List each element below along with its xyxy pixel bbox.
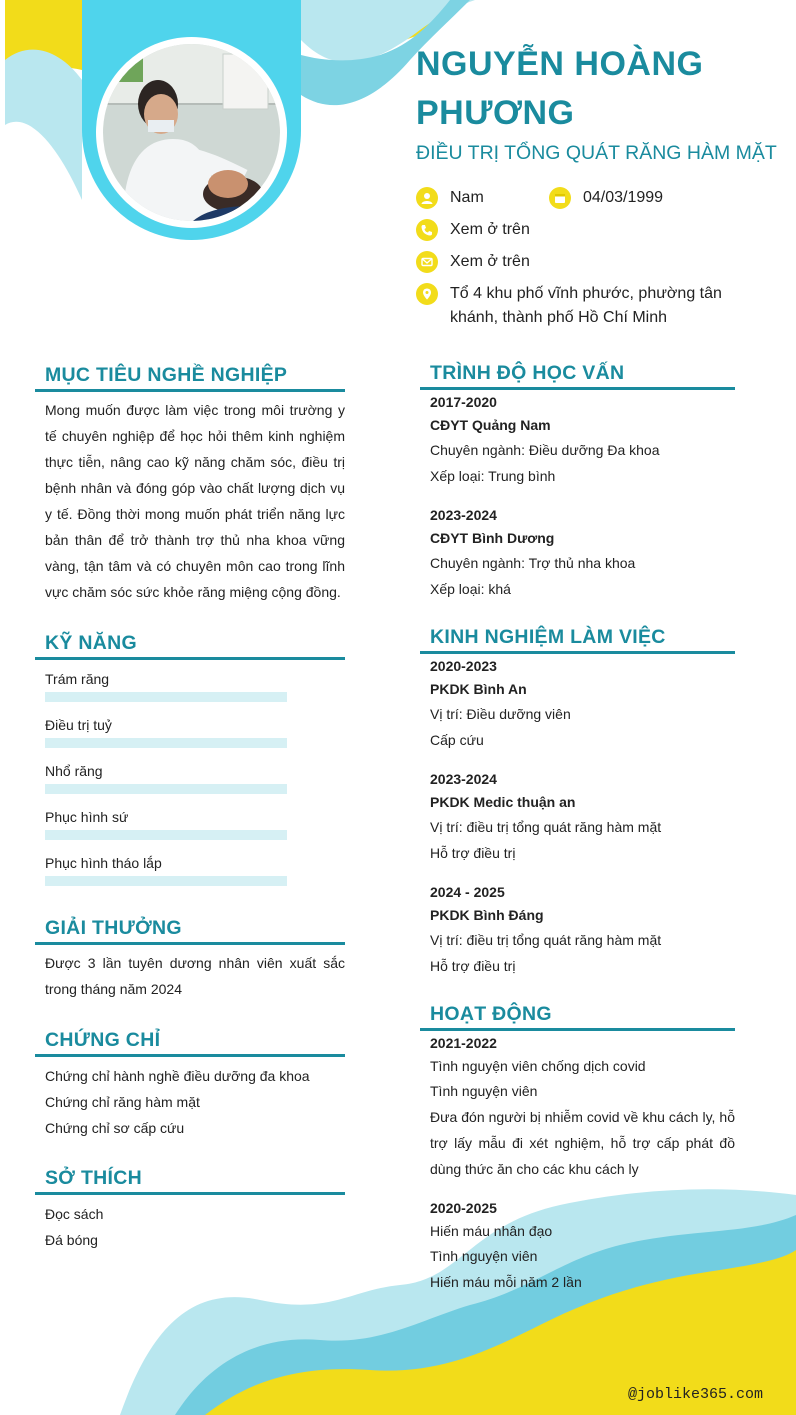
calendar-icon (549, 187, 571, 209)
experience-company: PKDK Medic thuận an (430, 794, 576, 810)
skill-bar (45, 692, 287, 702)
certificate-item: Chứng chỉ răng hàm mặt (45, 1094, 200, 1110)
profile-photo (96, 37, 287, 228)
skill-bar-fill (45, 830, 287, 840)
gender-value: Nam (450, 189, 484, 206)
skill-name: Phục hình sứ (45, 809, 129, 825)
education-divider (420, 387, 735, 390)
skill-bar (45, 738, 287, 748)
job-title: ĐIỀU TRỊ TỔNG QUÁT RĂNG HÀM MẶT (416, 142, 777, 164)
education-grade: Xếp loại: Trung bình (430, 468, 556, 484)
experience-position: Vị trí: điều trị tổng quát răng hàm mặt (430, 819, 662, 835)
candidate-name: NGUYỄN HOÀNG PHƯƠNG (416, 45, 704, 132)
skill-name: Điều trị tuỷ (45, 717, 112, 733)
hobbies-divider (35, 1192, 345, 1195)
experience-period: 2024 - 2025 (430, 884, 505, 900)
objective-divider (35, 389, 345, 392)
experience-position: Vị trí: Điều dưỡng viên (430, 706, 571, 722)
email-row (416, 250, 530, 274)
experience-title: KINH NGHIỆM LÀM VIỆC (430, 626, 666, 648)
skills-title: KỸ NĂNG (45, 632, 138, 654)
dentist-photo-illustration (103, 44, 280, 221)
skill-bar (45, 876, 287, 886)
objective-text: Mong muốn được làm việc trong môi trường y tế chuyên nghiệp để học hỏi thêm kinh nghiệm thực tiễn, nâng cao kỹ năng chăm sóc, điều trị bệnh nhân và đóng góp vào chất lượng dịch vụ y tế. Đồng thời mong muốn phát triển năng lực bản thân để trở thành trợ thủ nha khoa vững vàng, tận tâm và có chuyên môn cao trong lĩnh vực chăm sóc sức khỏe răng miệng cộng đồng. (45, 402, 345, 600)
experience-detail: Hỗ trợ điều trị (430, 845, 516, 861)
education-major: Chuyên ngành: Trợ thủ nha khoa (430, 555, 636, 571)
experience-detail: Cấp cứu (430, 732, 484, 748)
birthday-value: 04/03/1999 (583, 189, 664, 206)
skill-name: Phục hình tháo lắp (45, 855, 162, 871)
certificate-item: Chứng chỉ hành nghề điều dưỡng đa khoa (45, 1068, 310, 1084)
phone-value: Xem ở trên (450, 221, 530, 238)
activity-period: 2020-2025 (430, 1200, 497, 1216)
experience-period: 2020-2023 (430, 658, 497, 674)
education-period: 2023-2024 (430, 507, 497, 523)
skill-bar-fill (45, 784, 287, 794)
awards-divider (35, 942, 345, 945)
location-pin-icon (416, 283, 438, 305)
phone-icon (416, 219, 438, 241)
hobbies-title: SỞ THÍCH (45, 1167, 143, 1189)
experience-company: PKDK Bình Đáng (430, 907, 544, 923)
watermark: @joblike365.com (628, 1386, 764, 1403)
certificate-item: Chứng chỉ sơ cấp cứu (45, 1120, 185, 1136)
skill-bar (45, 830, 287, 840)
phone-row (416, 218, 530, 242)
activity-period: 2021-2022 (430, 1035, 497, 1051)
user-icon (416, 187, 438, 209)
certificates-title: CHỨNG CHỈ (45, 1029, 161, 1051)
gender-row (416, 186, 484, 210)
education-period: 2017-2020 (430, 394, 497, 410)
skills-divider (35, 657, 345, 660)
activity-detail: Hiến máu mỗi năm 2 lần (430, 1274, 582, 1290)
experience-detail: Hỗ trợ điều trị (430, 958, 516, 974)
activity-name: Tình nguyện viên chống dịch covid (430, 1058, 646, 1074)
email-value: Xem ở trên (450, 253, 530, 270)
activity-detail: Đưa đón người bị nhiễm covid về khu cách ly, hỗ trợ lấy mẫu đi xét nghiệm, hỗ trợ cấp phát đồ dùng thức ăn cho các khu cách ly (430, 1109, 735, 1177)
activity-role: Tình nguyện viên (430, 1083, 538, 1099)
activities-divider (420, 1028, 735, 1031)
education-grade: Xếp loại: khá (430, 581, 511, 597)
hobby-item: Đá bóng (45, 1232, 98, 1248)
education-title: TRÌNH ĐỘ HỌC VẤN (430, 362, 625, 384)
certificates-divider (35, 1054, 345, 1057)
objective-title: MỤC TIÊU NGHỀ NGHIỆP (45, 364, 288, 386)
awards-title: GIẢI THƯỞNG (45, 917, 182, 939)
address-value: Tổ 4 khu phố vĩnh phước, phường tân khánh, thành phố Hồ Chí Minh (450, 285, 722, 326)
skill-name: Nhổ răng (45, 763, 103, 779)
skill-bar-fill (45, 692, 287, 702)
experience-company: PKDK Bình An (430, 681, 527, 697)
awards-text: Được 3 lần tuyên dương nhân viên xuất sắc trong tháng năm 2024 (45, 955, 345, 997)
activity-name: Hiến máu nhân đạo (430, 1223, 553, 1239)
activity-role: Tình nguyện viên (430, 1248, 538, 1264)
education-major: Chuyên ngành: Điều dưỡng Đa khoa (430, 442, 660, 458)
skill-name: Trám răng (45, 671, 110, 687)
education-school: CĐYT Bình Dương (430, 530, 555, 546)
skill-bar-fill (45, 738, 287, 748)
experience-divider (420, 651, 735, 654)
skill-bar (45, 784, 287, 794)
skill-bar-fill (45, 876, 287, 886)
activities-title: HOẠT ĐỘNG (430, 1003, 552, 1025)
birthday-row (549, 186, 663, 210)
experience-position: Vị trí: điều trị tổng quát răng hàm mặt (430, 932, 662, 948)
education-school: CĐYT Quảng Nam (430, 417, 551, 433)
email-icon (416, 251, 438, 273)
address-row (416, 282, 776, 330)
top-light-wave (5, 50, 82, 200)
hobby-item: Đọc sách (45, 1206, 104, 1222)
experience-period: 2023-2024 (430, 771, 497, 787)
